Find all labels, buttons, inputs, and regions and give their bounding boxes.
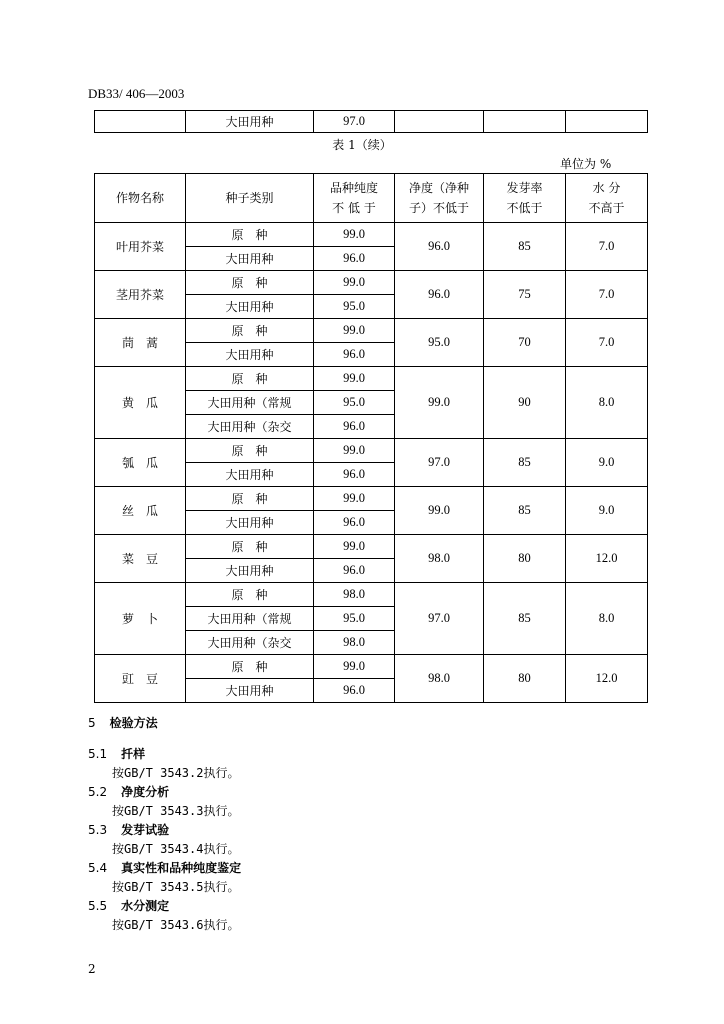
subsection-text: 按GB/T 3543.4执行。 — [112, 842, 240, 856]
moisture-cell: 7.0 — [566, 223, 648, 271]
subsection-title: 真实性和品种纯度鉴定 — [121, 861, 242, 875]
purity-cell: 99.0 — [314, 439, 395, 463]
unit-note: 单位为 % — [560, 157, 612, 171]
subsection-number: 5.3 — [88, 823, 108, 837]
column-header — [484, 174, 566, 223]
table-row — [95, 223, 648, 247]
subsection-heading — [88, 821, 169, 838]
purity-cell: 98.0 — [314, 583, 395, 607]
seed-category-cell: 原 种 — [186, 223, 314, 247]
crop-name-cell: 丝 瓜 — [95, 487, 186, 535]
column-header-line: 净度（净种 — [408, 181, 469, 195]
seed-category-cell: 大田用种 — [186, 295, 314, 319]
seed-category-cell: 原 种 — [186, 487, 314, 511]
purity-cell: 99.0 — [314, 223, 395, 247]
seed-category-cell: 原 种 — [186, 439, 314, 463]
cleanliness-cell: 97.0 — [395, 583, 484, 655]
purity-cell: 96.0 — [314, 511, 395, 535]
purity-cell: 96.0 — [314, 559, 395, 583]
table-caption: 表 1（续） — [332, 138, 392, 152]
subsection-heading — [88, 745, 145, 762]
subsection-number: 5.5 — [88, 899, 108, 913]
cleanliness-cell: 98.0 — [395, 535, 484, 583]
crop-name-cell: 豇 豆 — [95, 655, 186, 703]
seed-category-cell: 原 种 — [186, 583, 314, 607]
crop-name-cell: 茎用芥菜 — [95, 271, 186, 319]
subsection-heading — [88, 783, 169, 800]
top-cell — [566, 111, 648, 133]
subsection-text: 按GB/T 3543.6执行。 — [112, 918, 240, 932]
column-header-line: 不低于 — [506, 201, 543, 215]
section-title: 检验方法 — [109, 716, 158, 730]
seed-category-cell: 大田用种（杂交 — [186, 415, 314, 439]
column-header-line: 种子类别 — [225, 191, 274, 205]
subsection-body — [112, 840, 239, 857]
seed-category-cell: 原 种 — [186, 319, 314, 343]
cleanliness-cell: 96.0 — [395, 223, 484, 271]
subsection-body — [112, 802, 239, 819]
germination-cell: 90 — [484, 367, 566, 439]
purity-cell: 99.0 — [314, 319, 395, 343]
document-id: DB33/ 406—2003 — [88, 86, 185, 101]
seed-category-cell: 原 种 — [186, 367, 314, 391]
purity-cell: 96.0 — [314, 415, 395, 439]
table-row — [95, 535, 648, 559]
table-row — [95, 439, 648, 463]
top-cell — [484, 111, 566, 133]
section-heading — [88, 714, 158, 731]
column-header-line: 作物名称 — [115, 191, 164, 205]
subsection-title: 水分测定 — [121, 899, 170, 913]
seed-category-cell: 原 种 — [186, 655, 314, 679]
moisture-cell: 7.0 — [566, 271, 648, 319]
seed-category-cell: 大田用种 — [186, 559, 314, 583]
purity-cell: 98.0 — [314, 631, 395, 655]
subsection-number: 5.4 — [88, 861, 108, 875]
purity-cell: 99.0 — [314, 367, 395, 391]
moisture-cell: 9.0 — [566, 487, 648, 535]
germination-cell: 85 — [484, 223, 566, 271]
subsection-text: 按GB/T 3543.5执行。 — [112, 880, 240, 894]
subsection-number: 5.1 — [88, 747, 108, 761]
column-header — [95, 174, 186, 223]
purity-cell: 96.0 — [314, 679, 395, 703]
purity-cell: 99.0 — [314, 535, 395, 559]
column-header-line: 子）不低于 — [408, 201, 469, 215]
germination-cell: 85 — [484, 583, 566, 655]
germination-cell: 85 — [484, 487, 566, 535]
crop-name-cell: 茼 蒿 — [95, 319, 186, 367]
germination-cell: 85 — [484, 439, 566, 487]
crop-name-cell: 叶用芥菜 — [95, 223, 186, 271]
cleanliness-cell: 95.0 — [395, 319, 484, 367]
moisture-cell: 8.0 — [566, 583, 648, 655]
germination-cell: 80 — [484, 655, 566, 703]
moisture-cell: 8.0 — [566, 367, 648, 439]
seed-category-cell: 大田用种（常规 — [186, 607, 314, 631]
subsection-body — [112, 878, 239, 895]
crop-name-cell: 萝 卜 — [95, 583, 186, 655]
column-header — [395, 174, 484, 223]
germination-cell: 70 — [484, 319, 566, 367]
germination-cell: 80 — [484, 535, 566, 583]
purity-cell: 95.0 — [314, 295, 395, 319]
seed-category-cell: 大田用种 — [186, 247, 314, 271]
column-header-line: 不高于 — [588, 201, 625, 215]
crop-name-cell: 黄 瓜 — [95, 367, 186, 439]
seed-category-cell: 大田用种（杂交 — [186, 631, 314, 655]
column-header-line: 品种纯度 — [329, 181, 378, 195]
column-header — [186, 174, 314, 223]
seed-category-cell: 大田用种 — [186, 343, 314, 367]
subsection-title: 扦样 — [121, 747, 146, 761]
seed-category-cell: 原 种 — [186, 535, 314, 559]
top-cell: 大田用种 — [186, 111, 314, 133]
moisture-cell: 7.0 — [566, 319, 648, 367]
seed-category-cell: 大田用种 — [186, 511, 314, 535]
table-row — [95, 487, 648, 511]
cleanliness-cell: 99.0 — [395, 367, 484, 439]
column-header — [566, 174, 648, 223]
column-header-line: 水 分 — [592, 181, 621, 195]
purity-cell: 95.0 — [314, 391, 395, 415]
continued-table-row — [94, 110, 648, 133]
section-number: 5 — [88, 716, 96, 730]
purity-cell: 96.0 — [314, 247, 395, 271]
purity-cell: 96.0 — [314, 463, 395, 487]
subsection-number: 5.2 — [88, 785, 108, 799]
table-row — [95, 583, 648, 607]
subsection-title: 净度分析 — [121, 785, 170, 799]
top-cell — [95, 111, 186, 133]
subsection-text: 按GB/T 3543.3执行。 — [112, 804, 240, 818]
cleanliness-cell: 98.0 — [395, 655, 484, 703]
crop-name-cell: 菜 豆 — [95, 535, 186, 583]
seed-category-cell: 大田用种（常规 — [186, 391, 314, 415]
column-header — [314, 174, 395, 223]
seed-category-cell: 原 种 — [186, 271, 314, 295]
purity-cell: 99.0 — [314, 487, 395, 511]
crop-name-cell: 瓠 瓜 — [95, 439, 186, 487]
purity-cell: 96.0 — [314, 343, 395, 367]
top-cell: 97.0 — [314, 111, 395, 133]
purity-cell: 95.0 — [314, 607, 395, 631]
top-cell — [395, 111, 484, 133]
table-row — [95, 271, 648, 295]
purity-cell: 99.0 — [314, 271, 395, 295]
subsection-body — [112, 916, 239, 933]
table-row — [95, 655, 648, 679]
table-row — [95, 367, 648, 391]
seed-category-cell: 大田用种 — [186, 679, 314, 703]
subsection-text: 按GB/T 3543.2执行。 — [112, 766, 240, 780]
table-row — [95, 319, 648, 343]
purity-cell: 99.0 — [314, 655, 395, 679]
subsection-heading — [88, 859, 241, 876]
moisture-cell: 9.0 — [566, 439, 648, 487]
column-header-line: 不 低 于 — [332, 201, 376, 215]
moisture-cell: 12.0 — [566, 655, 648, 703]
column-header-line: 发芽率 — [506, 181, 543, 195]
seed-category-cell: 大田用种 — [186, 463, 314, 487]
cleanliness-cell: 96.0 — [395, 271, 484, 319]
seed-quality-table — [94, 173, 648, 703]
moisture-cell: 12.0 — [566, 535, 648, 583]
cleanliness-cell: 99.0 — [395, 487, 484, 535]
page-number: 2 — [88, 962, 96, 976]
subsection-title: 发芽试验 — [121, 823, 170, 837]
subsection-body — [112, 764, 239, 781]
germination-cell: 75 — [484, 271, 566, 319]
table-header-row — [95, 174, 648, 223]
subsection-heading — [88, 897, 169, 914]
cleanliness-cell: 97.0 — [395, 439, 484, 487]
